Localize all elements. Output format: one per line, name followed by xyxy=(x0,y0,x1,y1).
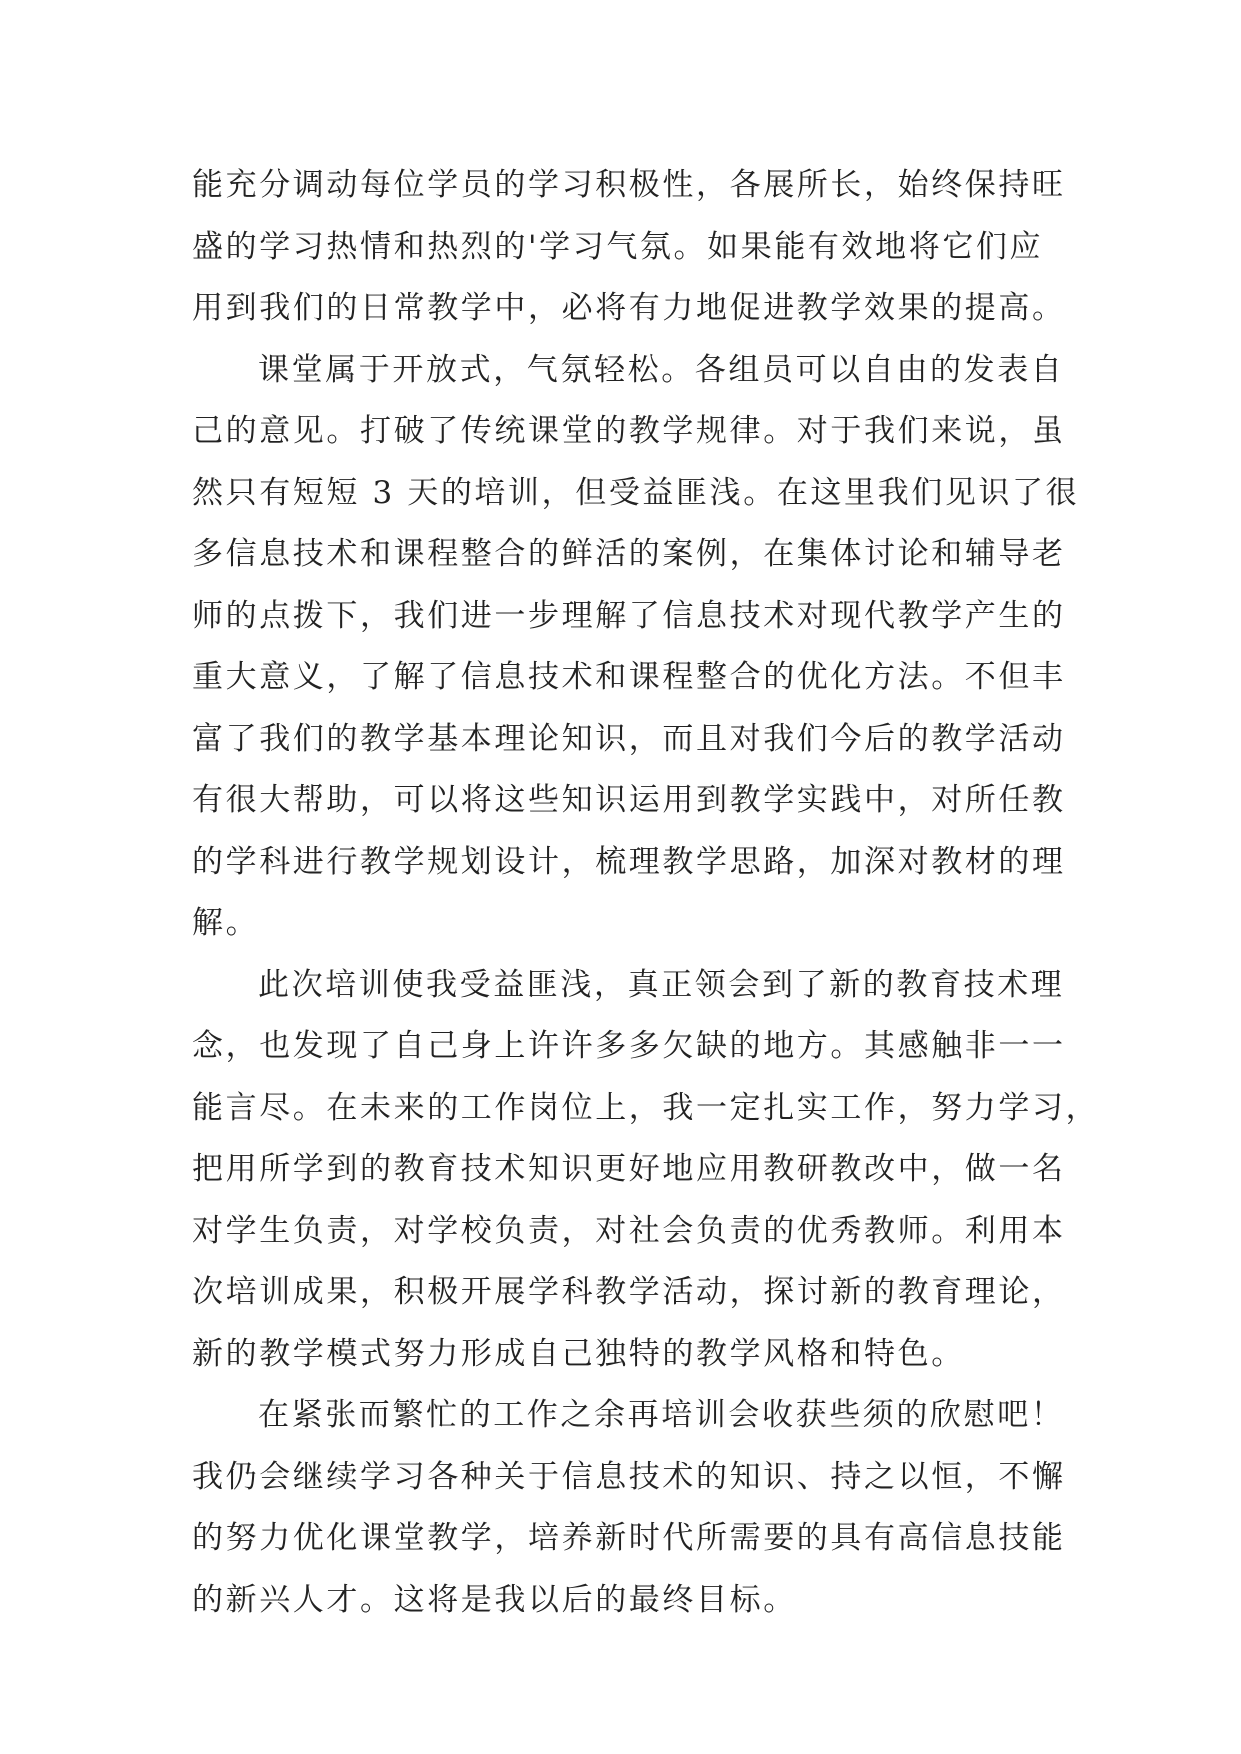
text-line: 在紧张而繁忙的工作之余再培训会收获些须的欣慰吧！ xyxy=(258,1397,1065,1433)
document-body xyxy=(192,155,1100,1631)
text-line: 对学生负责，对学校负责，对社会负责的优秀教师。利用本 xyxy=(192,1212,1066,1249)
text-line: 师的点拨下，我们进一步理解了信息技术对现代教学产生的 xyxy=(192,597,1066,634)
text-line: 然只有短短 3 天的培训，但受益匪浅。在这里我们见识了很 xyxy=(192,474,1080,511)
paragraph-2 xyxy=(192,340,1080,955)
text-line: 次培训成果，积极开展学科教学活动，探讨新的教育理论， xyxy=(192,1274,1066,1310)
text-line: 能言尽。在未来的工作岗位上，我一定扎实工作，努力学习， xyxy=(192,1089,1100,1126)
text-line: 有很大帮助，可以将这些知识运用到教学实践中，对所任教 xyxy=(192,782,1066,818)
text-line: 用到我们的日常教学中，必将有力地促进教学效果的提高。 xyxy=(192,290,1066,326)
paragraph-4 xyxy=(192,1385,1072,1631)
text-line: 此次培训使我受益匪浅，真正领会到了新的教育技术理 xyxy=(258,966,1065,1003)
text-line: 把用所学到的教育技术知识更好地应用教研教改中，做一名 xyxy=(192,1151,1066,1187)
text-line: 己的意见。打破了传统课堂的教学规律。对于我们来说，虽 xyxy=(192,413,1066,449)
text-line: 我仍会继续学习各种关于信息技术的知识、持之以恒，不懈 xyxy=(192,1458,1066,1495)
text-line: 的努力优化课堂教学，培养新时代所需要的具有高信息技能 xyxy=(192,1520,1066,1556)
text-line: 解。 xyxy=(192,905,260,941)
text-line: 的新兴人才。这将是我以后的最终目标。 xyxy=(192,1581,797,1618)
text-line: 的学科进行教学规划设计，梳理教学思路，加深对教材的理 xyxy=(192,843,1066,880)
text-line: 课堂属于开放式，气氛轻松。各组员可以自由的发表自 xyxy=(258,351,1065,388)
text-line: 盛的学习热情和热烈的'学习气氛。如果能有效地将它们应 xyxy=(192,228,1044,265)
text-line: 富了我们的教学基本理论知识，而且对我们今后的教学活动 xyxy=(192,720,1066,757)
text-line: 新的教学模式努力形成自己独特的教学风格和特色。 xyxy=(192,1335,965,1372)
paragraph-3 xyxy=(192,955,1100,1386)
paragraph-1 xyxy=(192,155,1072,340)
text-line: 念，也发现了自己身上许许多多欠缺的地方。其感触非一一 xyxy=(192,1028,1066,1064)
text-line: 重大意义，了解了信息技术和课程整合的优化方法。不但丰 xyxy=(192,659,1066,695)
text-line: 多信息技术和课程整合的鲜活的案例，在集体讨论和辅导老 xyxy=(192,536,1066,572)
text-line: 能充分调动每位学员的学习积极性，各展所长，始终保持旺 xyxy=(192,167,1066,203)
